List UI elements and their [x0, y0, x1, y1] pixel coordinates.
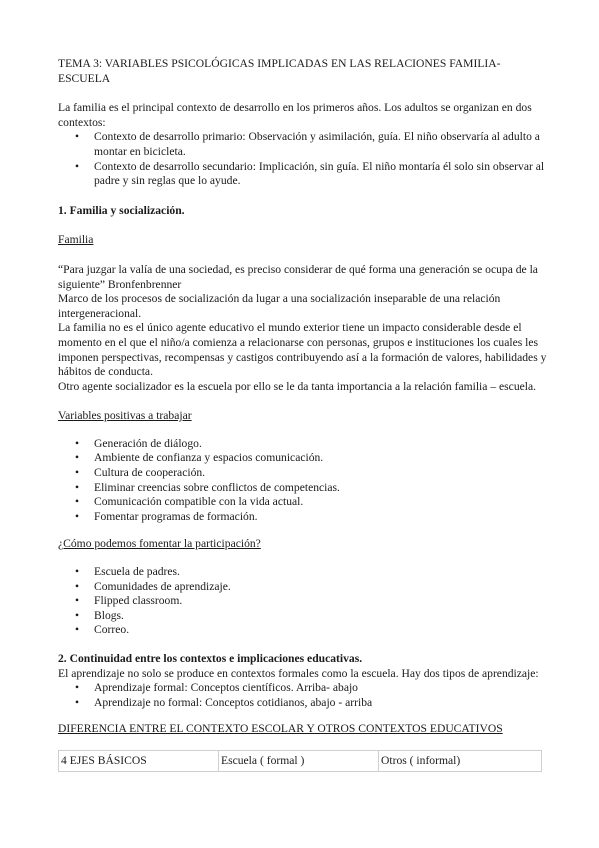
list-item: • Flipped classroom. — [58, 594, 548, 609]
table-cell-otros: Otros ( informal) — [379, 750, 542, 771]
list-item: • Comunicación compatible con la vida actual. — [58, 495, 548, 510]
list-item: • Contexto de desarrollo secundario: Implicación, sin guía. El niño montaría él solo sin observar al padre y sin reglas que lo ayude. — [58, 160, 548, 189]
list-item: • Generación de diálogo. — [58, 437, 548, 452]
list-item: • Contexto de desarrollo primario: Observación y asimilación, guía. El niño observaría al adulto a montar en bicicleta. — [58, 130, 548, 159]
intro-list — [58, 130, 548, 188]
section-heading-familia-socializacion: 1. Familia y socialización. — [58, 203, 185, 217]
variables-list — [58, 437, 548, 525]
intro-paragraph: La familia es el principal contexto de desarrollo en los primeros años. Los adultos se organizan en dos contextos: — [58, 101, 532, 129]
list-item: • Cultura de cooperación. — [58, 466, 548, 481]
list-item: • Aprendizaje no formal: Conceptos cotidianos, abajo - arriba — [58, 696, 548, 711]
ejes-table — [58, 750, 542, 772]
subheading-diferencia: DIFERENCIA ENTRE EL CONTEXTO ESCOLAR Y OTROS CONTEXTOS EDUCATIVOS — [58, 722, 503, 736]
body-paragraph: La familia no es el único agente educativo el mundo exterior tiene un impacto considerable desde el momento en el que el niño/a comienza a relacionarse con personas, grupos e instituciones los cuales les imponen perspectivas, recompensas y castigos contribuyendo así a la formación de valores, habilidades y hábitos de conducta. — [58, 321, 547, 379]
list-item: • Fomentar programas de formación. — [58, 510, 548, 525]
table-cell-ejes: 4 EJES BÁSICOS — [59, 750, 219, 771]
aprendizaje-list — [58, 681, 548, 710]
list-item: • Eliminar creencias sobre conflictos de competencias. — [58, 481, 548, 496]
list-item: • Blogs. — [58, 609, 548, 624]
subheading-participacion: ¿Cómo podemos fomentar la participación? — [58, 537, 261, 551]
participacion-list — [58, 565, 548, 638]
subheading-variables-positivas: Variables positivas a trabajar — [58, 409, 192, 423]
list-item: • Escuela de padres. — [58, 565, 548, 580]
list-item: • Aprendizaje formal: Conceptos científicos. Arriba- abajo — [58, 681, 548, 696]
subheading-familia: Familia — [58, 233, 94, 247]
table-cell-escuela: Escuela ( formal ) — [219, 750, 379, 771]
list-item: • Comunidades de aprendizaje. — [58, 580, 548, 595]
body-paragraph: Marco de los procesos de socialización da lugar a una socialización inseparable de una relación intergeneracional. — [58, 292, 501, 320]
list-item: • Ambiente de confianza y espacios comunicación. — [58, 451, 548, 466]
body-paragraph: Otro agente socializador es la escuela por ello se le da tanta importancia a la relación familia – escuela. — [58, 379, 537, 393]
quote-paragraph: “Para juzgar la valía de una sociedad, es preciso considerar de qué forma una generación se ocupa de la siguiente” Bronfenbrenner — [58, 262, 538, 291]
body-paragraph: El aprendizaje no solo se produce en contextos formales como la escuela. Hay dos tipos de aprendizaje: — [58, 666, 539, 680]
list-item: • Correo. — [58, 623, 548, 638]
document-title: TEMA 3: VARIABLES PSICOLÓGICAS IMPLICADAS EN LAS RELACIONES FAMILIA-ESCUELA — [58, 57, 501, 85]
table-row — [59, 750, 542, 771]
document-body — [58, 57, 548, 772]
section-heading-continuidad: 2. Continuidad entre los contextos e implicaciones educativas. — [58, 652, 363, 665]
